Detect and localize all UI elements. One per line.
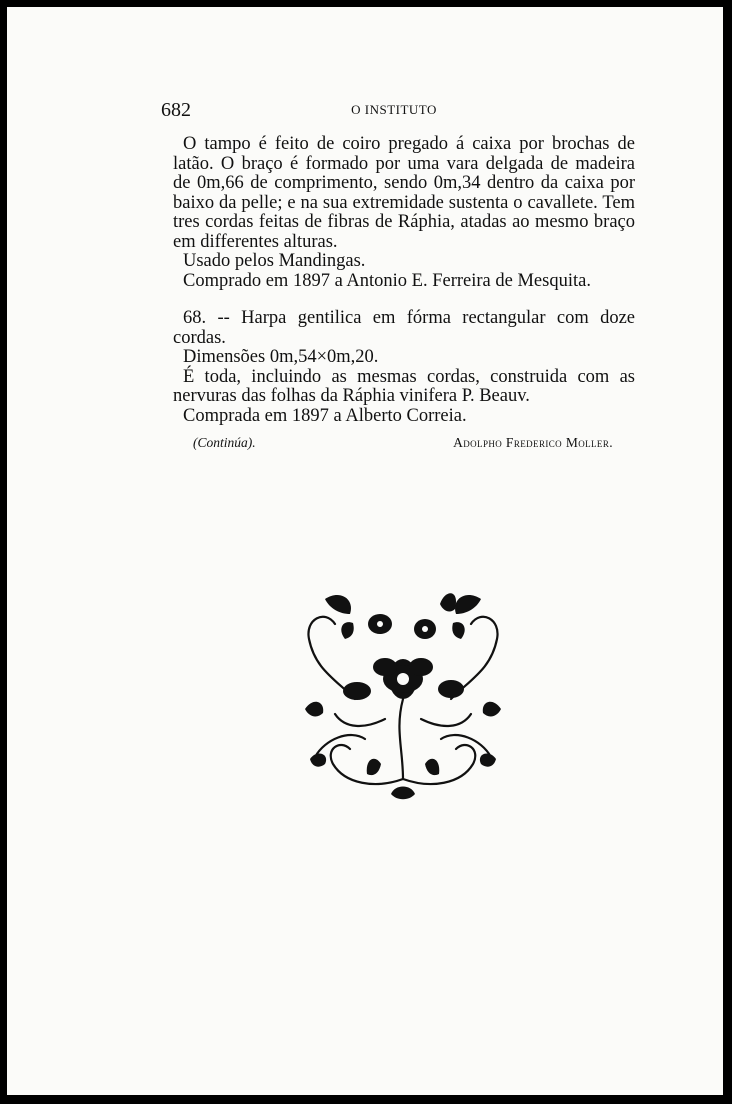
page-number: 682	[161, 99, 191, 121]
text-line: 68. -- Harpa gentilica em fórma rectangular com doze	[183, 308, 635, 328]
floral-ornament-icon	[295, 579, 511, 807]
purchase-line: Comprada em 1897 a Alberto Correia.	[183, 405, 467, 426]
spacer	[173, 291, 635, 309]
author-signature: Adolpho Frederico Moller.	[453, 435, 613, 450]
page	[7, 7, 723, 1095]
text-line: de 0m,66 de comprimento, sendo 0m,34 dentro da caixa por	[173, 173, 635, 193]
text-line: em differentes alturas.	[173, 231, 338, 252]
body-text	[173, 135, 635, 426]
article-footer	[193, 435, 613, 457]
text-line: tres cordas feitas de fibras de Ráphia, atadas ao mesmo braço	[173, 212, 635, 232]
used-by-line: Usado pelos Mandingas.	[183, 251, 366, 271]
text-line: latão. O braço é formado por uma vara delgada de madeira	[173, 153, 635, 174]
purchase-line: Comprado em 1897 a Antonio E. Ferreira de Mesquita.	[183, 270, 591, 291]
text-line: O tampo é feito de coiro pregado á caixa por brochas de	[183, 134, 635, 154]
text-line: nervuras das folhas da Ráphia vinifera P. Beauv.	[173, 386, 530, 406]
text-line: cordas.	[173, 327, 226, 348]
continued-note: (Continúa).	[193, 435, 256, 450]
running-title: O INSTITUTO	[351, 102, 437, 117]
text-line: baixo da pelle; e na sua extremidade sustenta o cavallete. Tem	[173, 192, 635, 213]
dimensions-line: Dimensões 0m,54×0m,20.	[183, 347, 379, 367]
text-line: É toda, incluindo as mesmas cordas, construida com as	[183, 366, 635, 387]
